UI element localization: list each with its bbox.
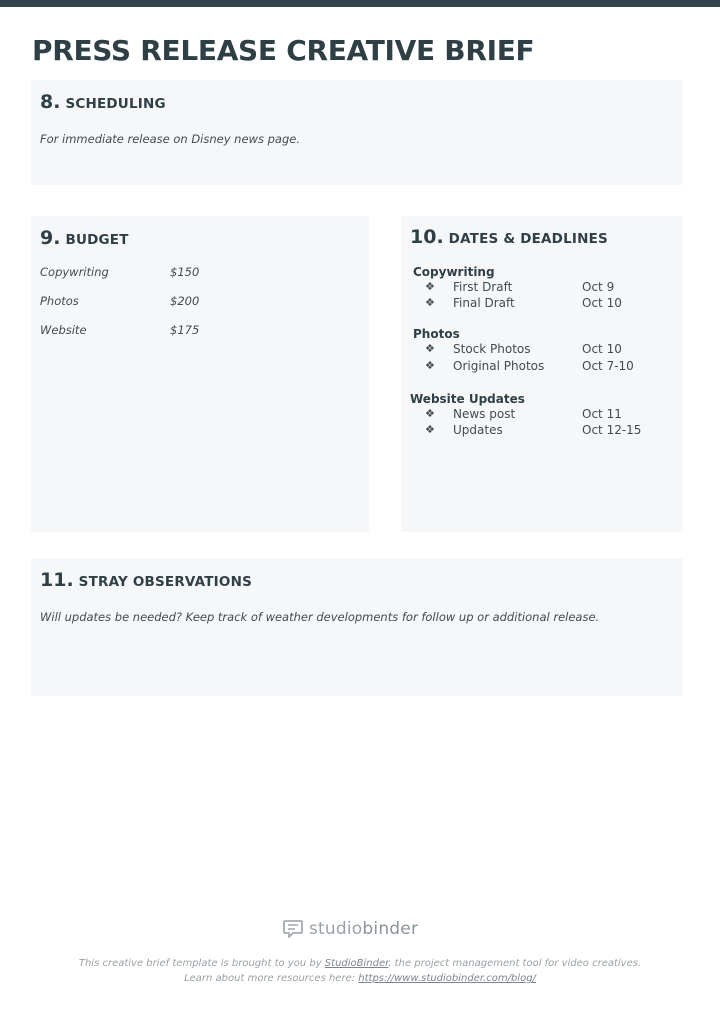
scheduling-text: For immediate release on Disney news page. xyxy=(40,132,300,146)
dates-group-copywriting: Copywriting xyxy=(413,265,495,279)
scheduling-section xyxy=(31,80,683,185)
footer-credit-text: , the project management tool for video creatives. xyxy=(388,958,642,969)
logo-word-binder: binder xyxy=(362,919,419,939)
dates-item: Stock Photos xyxy=(453,342,531,356)
stray-text: Will updates be needed? Keep track of weather developments for follow up or additional release. xyxy=(40,610,600,624)
dates-date: Oct 10 xyxy=(582,342,622,356)
budget-item: Website xyxy=(40,323,87,337)
page-title: PRESS RELEASE CREATIVE BRIEF xyxy=(32,34,535,67)
section-number: 11. xyxy=(40,569,74,591)
section-label: STRAY OBSERVATIONS xyxy=(78,574,252,590)
footer-credit-text: This creative brief template is brought to you by xyxy=(78,958,325,969)
diamond-bullet-icon: ❖ xyxy=(425,423,435,436)
chat-bubble-icon xyxy=(282,918,304,940)
footer-resources xyxy=(0,973,720,984)
dates-row xyxy=(401,423,683,439)
budget-item: Copywriting xyxy=(40,265,109,279)
dates-date: Oct 12-15 xyxy=(582,423,642,437)
dates-date: Oct 7-10 xyxy=(582,359,634,373)
dates-group-photos: Photos xyxy=(413,327,460,341)
section-number: 8. xyxy=(40,91,61,113)
footer-credit xyxy=(0,958,720,969)
studiobinder-link[interactable]: StudioBinder xyxy=(324,958,389,969)
logo-word-studio: studio xyxy=(309,919,363,939)
budget-heading xyxy=(40,227,129,249)
diamond-bullet-icon: ❖ xyxy=(425,280,435,293)
budget-amount: $150 xyxy=(170,265,200,279)
dates-row xyxy=(401,407,683,423)
dates-row xyxy=(401,280,683,296)
budget-row xyxy=(40,294,340,310)
top-bar xyxy=(0,0,720,7)
dates-date: Oct 9 xyxy=(582,280,615,294)
stray-observations-section xyxy=(31,558,683,696)
dates-item: News post xyxy=(453,407,516,421)
diamond-bullet-icon: ❖ xyxy=(425,342,435,355)
dates-date: Oct 10 xyxy=(582,296,622,310)
dates-item: Updates xyxy=(453,423,503,437)
dates-row xyxy=(401,296,683,312)
dates-date: Oct 11 xyxy=(582,407,622,421)
budget-item: Photos xyxy=(40,294,79,308)
dates-group-website-updates: Website Updates xyxy=(410,392,525,406)
scheduling-heading xyxy=(40,91,166,113)
dates-row xyxy=(401,342,683,358)
budget-row xyxy=(40,323,340,339)
dates-section xyxy=(401,216,683,532)
diamond-bullet-icon: ❖ xyxy=(425,407,435,420)
diamond-bullet-icon: ❖ xyxy=(425,359,435,372)
budget-amount: $175 xyxy=(170,323,200,337)
dates-item: Original Photos xyxy=(453,359,545,373)
section-label: SCHEDULING xyxy=(65,96,166,112)
dates-heading xyxy=(410,226,608,248)
section-label: BUDGET xyxy=(65,232,129,248)
section-label: DATES & DEADLINES xyxy=(448,231,608,247)
budget-row xyxy=(40,265,340,281)
section-number: 9. xyxy=(40,227,61,249)
logo-wordmark xyxy=(309,919,418,939)
dates-item: Final Draft xyxy=(453,296,515,310)
diamond-bullet-icon: ❖ xyxy=(425,296,435,309)
budget-amount: $200 xyxy=(170,294,200,308)
footer-resources-text: Learn about more resources here: xyxy=(184,973,359,984)
studiobinder-logo xyxy=(282,918,418,940)
dates-row xyxy=(401,359,683,375)
blog-link[interactable]: https://www.studiobinder.com/blog/ xyxy=(358,973,536,984)
section-number: 10. xyxy=(410,226,444,248)
budget-section xyxy=(31,216,369,532)
dates-item: First Draft xyxy=(453,280,513,294)
stray-heading xyxy=(40,569,252,591)
